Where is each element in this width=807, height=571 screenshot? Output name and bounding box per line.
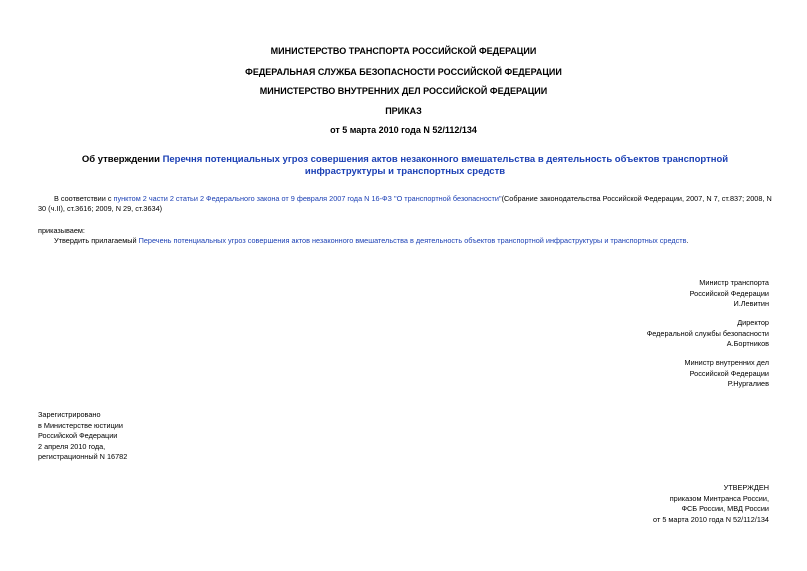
approval-date: от 5 марта 2010 года N 52/112/134 [653, 514, 769, 524]
approve-paragraph [38, 236, 773, 246]
signature-fsb-director [647, 318, 769, 350]
fsb-heading: ФЕДЕРАЛЬНАЯ СЛУЖБА БЕЗОПАСНОСТИ РОССИЙСКОЙ ФЕДЕРАЦИИ [245, 67, 562, 77]
approval-line: ФСБ России, МВД России [681, 504, 769, 513]
approval-line: приказом Минтранса России, [669, 493, 769, 503]
approved-list-link[interactable]: Перечень потенциальных угроз совершения актов незаконного вмешательства в деятельность объектов транспортной инфраструктуры и транспортных средств [138, 236, 687, 245]
signature-name: Р.Нургалиев [727, 379, 769, 388]
registration-number: регистрационный N 16782 [38, 452, 128, 461]
approve-suffix: . [686, 236, 689, 245]
registration-note [38, 410, 127, 463]
signature-organization: Российской Федерации [689, 288, 769, 298]
signature-name: И.Левитин [733, 299, 769, 308]
approval-stamp [653, 483, 769, 525]
order-word: приказываем: [38, 226, 85, 235]
approval-heading: УТВЕРЖДЕН [723, 483, 769, 492]
title-prefix: Об утверждении [81, 154, 163, 165]
basis-prefix: В соответствии с [54, 194, 114, 203]
signature-organization: Российской Федерации [689, 368, 769, 378]
signature-interior-minister [685, 358, 770, 390]
ministry-transport-heading: МИНИСТЕРСТВО ТРАНСПОРТА РОССИЙСКОЙ ФЕДЕРАЦИИ [270, 46, 537, 56]
registration-line: Российской Федерации [38, 431, 118, 440]
registration-line: в Министерстве юстиции [38, 420, 123, 430]
basis-suffix: (Собрание законодательства Российской Федерации, 2007, N 7, ст.837; 2008, N 30 (ч.II), ст.3616; 2009, N 29, ст.3634) [38, 194, 772, 213]
mvd-heading: МИНИСТЕРСТВО ВНУТРЕННИХ ДЕЛ РОССИЙСКОЙ ФЕДЕРАЦИИ [259, 86, 548, 96]
approve-prefix: Утвердить прилагаемый [54, 236, 139, 245]
document-title [60, 154, 750, 178]
title-list-link[interactable]: Перечня потенциальных угроз совершения актов незаконного вмешательства в деятельность объектов транспортной инфраструктуры и транспортных средств [162, 154, 729, 177]
signature-position: Министр транспорта [699, 278, 769, 287]
registration-date: 2 апреля 2010 года, [38, 441, 106, 451]
signature-position: Директор [737, 318, 769, 327]
federal-law-link[interactable]: пунктом 2 части 2 статьи 2 Федерального закона от 9 февраля 2007 года N 16-ФЗ "О транспортной безопасности" [113, 194, 502, 203]
signature-transport-minister [690, 278, 769, 310]
document-type: ПРИКАЗ [385, 106, 422, 116]
signature-organization: Федеральной службы безопасности [646, 328, 769, 338]
legal-basis-paragraph [38, 194, 773, 214]
signature-name: А.Бортников [726, 339, 769, 348]
document-date: от 5 марта 2010 года N 52/112/134 [330, 125, 477, 135]
signature-position: Министр внутренних дел [684, 358, 769, 367]
registration-line: Зарегистрировано [38, 410, 101, 419]
